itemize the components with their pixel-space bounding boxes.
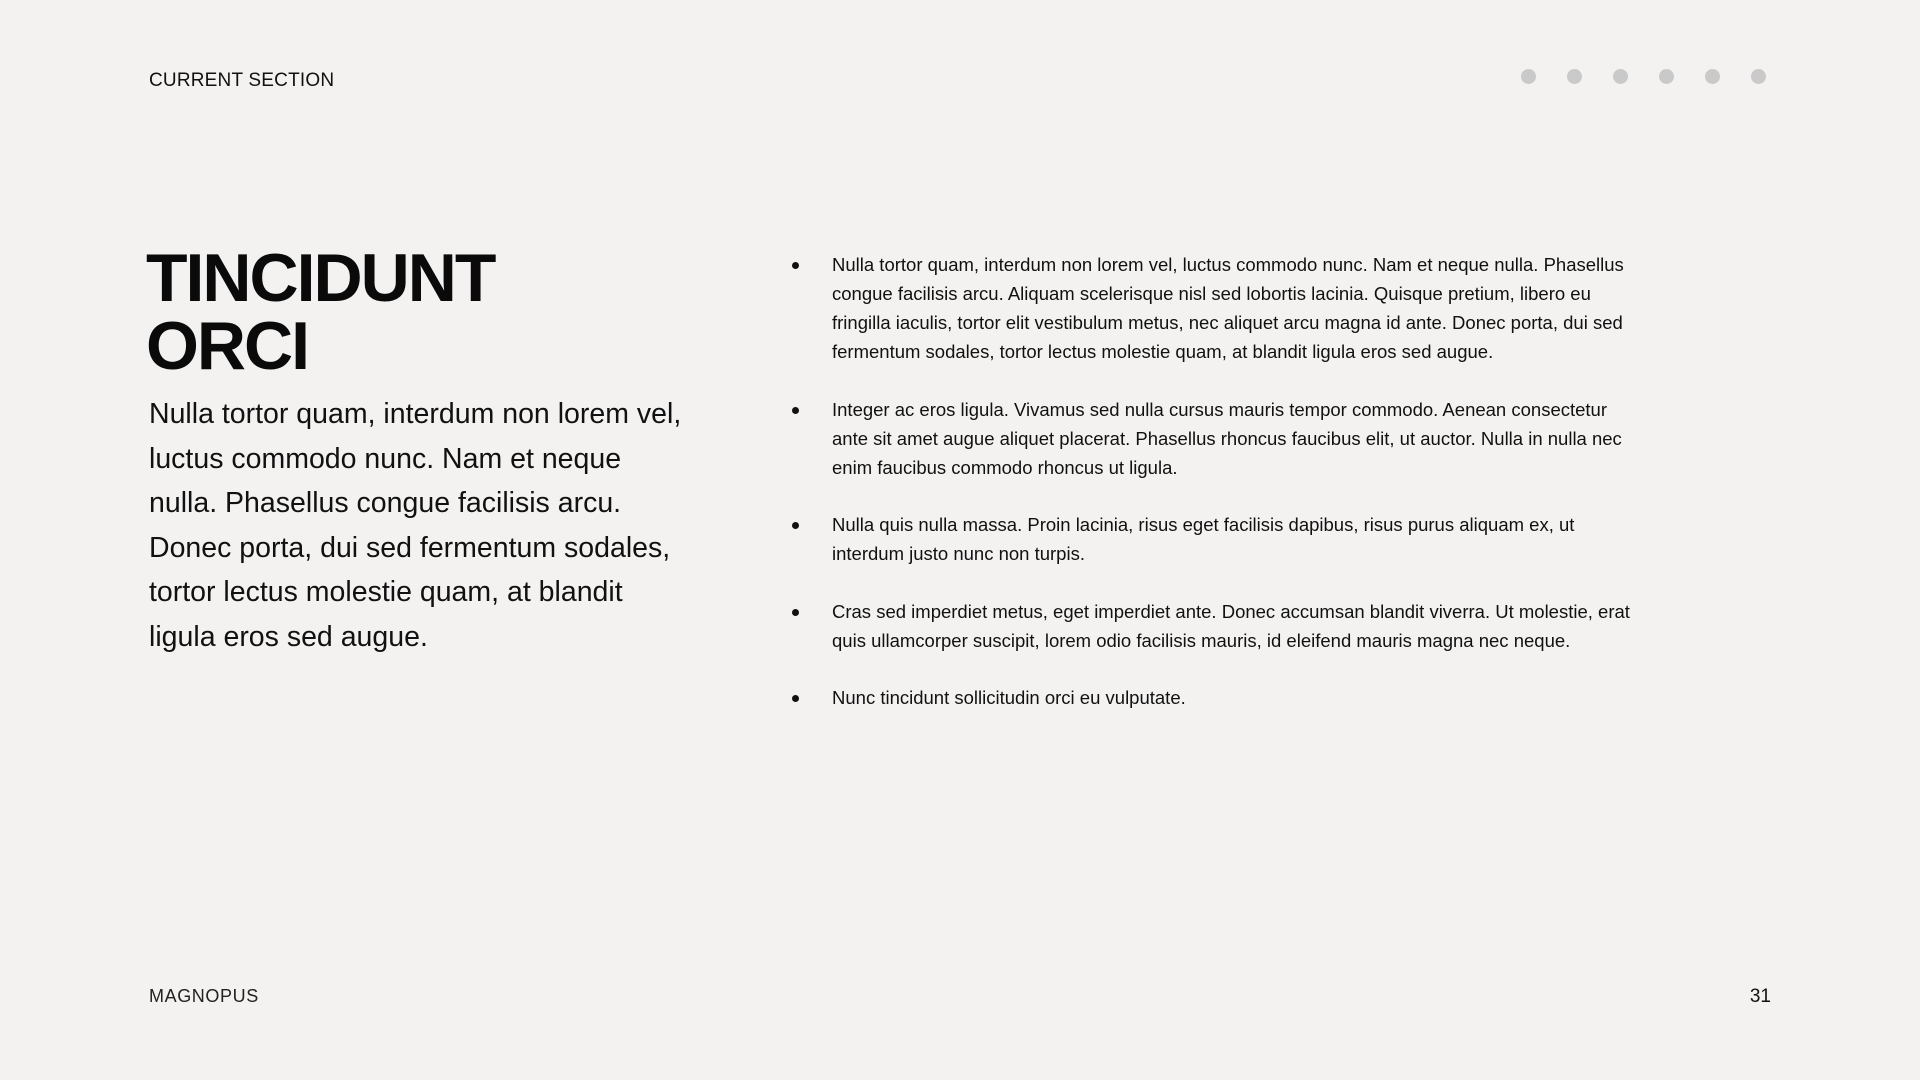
section-label: CURRENT SECTION (149, 70, 335, 91)
progress-dots (1521, 69, 1766, 84)
bullet-text: Nulla quis nulla massa. Proin lacinia, risus eget facilisis dapibus, risus purus aliquam ex, ut interdum justo nunc non turpis. (832, 514, 1575, 564)
progress-dot[interactable] (1659, 69, 1674, 84)
bullet-text: Nulla tortor quam, interdum non lorem vel, luctus commodo nunc. Nam et neque nulla. Phasellus congue facilisis arcu. Aliquam scelerisque nisl sed lobortis lacinia. Quisque pretium, libero eu fringilla iaculis, tortor elit vestibulum metus, nec aliquet arcu magna id ante. Donec porta, dui sed fermentum sodales, tortor lectus molestie quam, at blandit ligula eros sed augue. (832, 254, 1624, 362)
slide-title (146, 240, 495, 384)
bullet-item (832, 510, 1637, 568)
progress-dot[interactable] (1567, 69, 1582, 84)
bullet-icon (792, 407, 799, 414)
bullet-item (832, 597, 1637, 655)
progress-dot[interactable] (1705, 69, 1720, 84)
progress-dot[interactable] (1613, 69, 1628, 84)
bullet-icon (792, 262, 799, 269)
bullet-icon (792, 609, 799, 616)
brand-logo: MAGNOPUS (149, 986, 259, 1006)
page-number: 31 (1749, 986, 1771, 1007)
progress-dot[interactable] (1521, 69, 1536, 84)
intro-paragraph: Nulla tortor quam, interdum non lorem vel, luctus commodo nunc. Nam et neque nulla. Phasellus congue facilisis arcu. Donec porta, dui sed fermentum sodales, tortor lectus molestie quam, at blandit ligula eros sed augue. (149, 398, 682, 653)
bullet-item (832, 250, 1637, 366)
bullet-icon (792, 695, 799, 702)
bullet-icon (792, 522, 799, 529)
bullet-text: Cras sed imperdiet metus, eget imperdiet ante. Donec accumsan blandit viverra. Ut molestie, erat quis ullamcorper suscipit, lorem odio facilisis mauris, id eleifend mauris magna nec neque. (832, 600, 1630, 651)
bullet-item (832, 683, 1637, 712)
bullet-text: Integer ac eros ligula. Vivamus sed nulla cursus mauris tempor commodo. Aenean consectetur ante sit amet augue aliquet placerat. Phasellus rhoncus faucibus elit, ut auctor. Nulla in nulla nec enim faucibus commodo rhoncus ut ligula. (832, 398, 1622, 478)
bullet-item (832, 395, 1637, 482)
bullet-list (832, 250, 1637, 741)
slide-title-line-1: TINCIDUNT (146, 240, 495, 316)
progress-dot[interactable] (1751, 69, 1766, 84)
bullet-text: Nunc tincidunt sollicitudin orci eu vulputate. (832, 687, 1186, 708)
slide-title-line-2: ORCI (146, 308, 308, 384)
